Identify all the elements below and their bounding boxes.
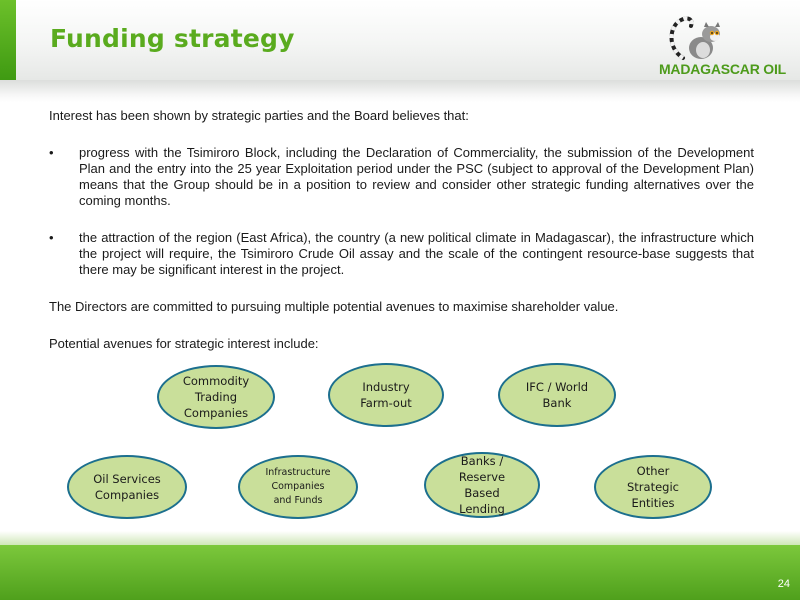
footer-fade [0,531,800,545]
header-accent-bar [0,0,16,80]
avenue-ellipse: Commodity Trading Companies [157,365,275,429]
lemur-icon [655,8,790,63]
bullet-marker: • [49,145,54,160]
avenue-ellipse: Oil Services Companies [67,455,187,519]
intro-text: Interest has been shown by strategic parties and the Board believes that: [49,108,469,123]
avenue-ellipse: Infrastructure Companies and Funds [238,455,358,519]
avenues-label: Potential avenues for strategic interest include: [49,336,319,351]
logo-wordmark: MADAGASCAR OIL [658,61,787,77]
avenue-ellipse: Banks / Reserve Based Lending [424,452,540,518]
avenue-ellipse: IFC / World Bank [498,363,616,427]
slide-title: Funding strategy [50,24,295,53]
bullet-text: the attraction of the region (East Africa), the country (a new political climate in Madagascar), the infrastructure which the project will require, the Tsimiroro Crude Oil assay and the scale of the contingent resource-base suggests that there may be significant interest in the project. [79,230,754,277]
bullet-item [49,230,754,278]
slide-footer [0,545,800,600]
avenue-ellipse: Industry Farm-out [328,363,444,427]
bullet-marker: • [49,230,54,245]
page-number: 24 [777,578,790,590]
company-logo [655,8,790,78]
directors-statement: The Directors are committed to pursuing multiple potential avenues to maximise shareholder value. [49,299,619,314]
header-divider [0,80,800,102]
avenue-ellipse: Other Strategic Entities [594,455,712,519]
bullet-item [49,145,754,209]
slide-body [49,108,754,352]
bullet-text: progress with the Tsimiroro Block, including the Declaration of Commerciality, the submission of the Development Plan and the entry into the 25 year Exploitation period under the PSC (subject to approval of the Development Plan) means that the Group should be in a position to review and consider other strategic funding alternatives over the coming months. [79,145,754,208]
